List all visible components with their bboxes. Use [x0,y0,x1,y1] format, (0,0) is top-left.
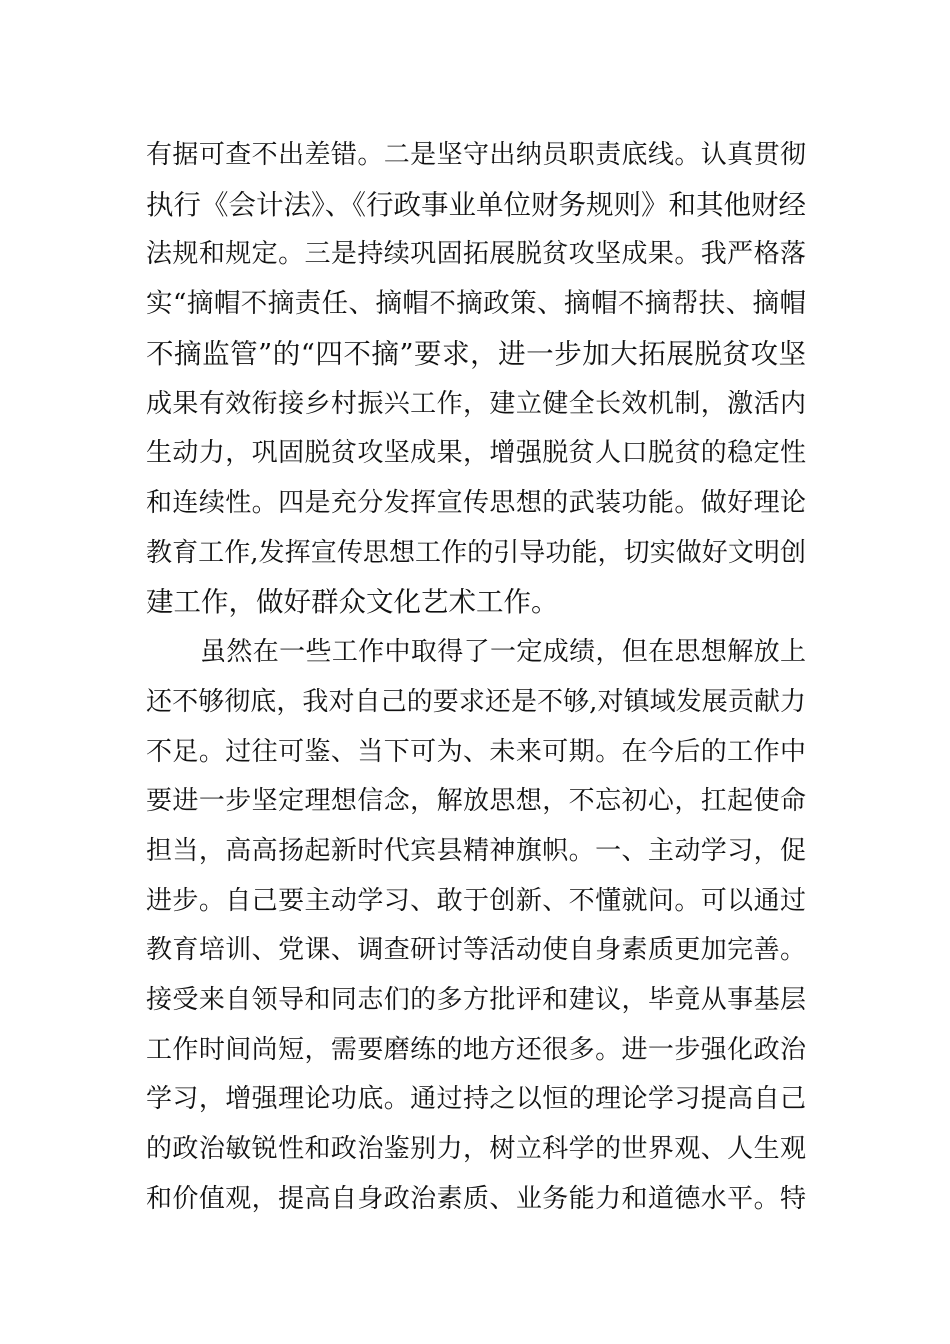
text-line: 教育工作,发挥宣传思想工作的引导功能，切实做好文明创 [146,538,806,568]
text-line: 工作时间尚短，需要磨练的地方还很多。进一步强化政治 [146,1035,806,1065]
text-line: 和价值观，提高自身政治素质、业务能力和道德水平。特 [146,1184,806,1214]
text-line: 教育培训、党课、调查研讨等活动使自身素质更加完善。 [146,935,806,965]
paragraph-first-line: 虽然在一些工作中取得了一定成绩，但在思想解放上 [200,637,806,667]
text-line: 的政治敏锐性和政治鉴别力，树立科学的世界观、人生观 [146,1134,806,1164]
text-line: 还不够彻底，我对自己的要求还是不够,对镇域发展贡献力 [146,687,806,717]
text-line: 接受来自领导和同志们的多方批评和建议，毕竟从事基层 [146,985,806,1015]
text-line: 担当，高高扬起新时代宾县精神旗帜。一、主动学习，促 [146,836,806,866]
text-line: 不足。过往可鉴、当下可为、未来可期。在今后的工作中 [146,737,806,767]
text-line: 建工作，做好群众文化艺术工作。 [146,586,559,618]
text-line: 成果有效衔接乡村振兴工作，建立健全长效机制，激活内 [146,389,806,419]
text-line: 执行《会计法》、《行政事业单位财务规则》和其他财经 [146,189,806,221]
text-line: 和连续性。四是充分发挥宣传思想的武装功能。做好理论 [146,488,806,518]
text-line: 有据可查不出差错。二是坚守出纳员职责底线。认真贯彻 [146,140,806,170]
text-line: 进步。自己要主动学习、敢于创新、不懂就问。可以通过 [146,886,806,916]
text-line: 学习，增强理论功底。通过持之以恒的理论学习提高自己 [146,1084,806,1114]
text-line: 实“摘帽不摘责任、摘帽不摘政策、摘帽不摘帮扶、摘帽 [146,288,806,319]
text-line: 要进一步坚定理想信念，解放思想，不忘初心，扛起使命 [146,786,806,816]
text-line: 生动力，巩固脱贫攻坚成果，增强脱贫人口脱贫的稳定性 [146,438,806,468]
text-line: 不摘监管”的“四不摘”要求，进一步加大拓展脱贫攻坚 [146,338,806,370]
text-line: 法规和规定。三是持续巩固拓展脱贫攻坚成果。我严格落 [146,239,806,269]
